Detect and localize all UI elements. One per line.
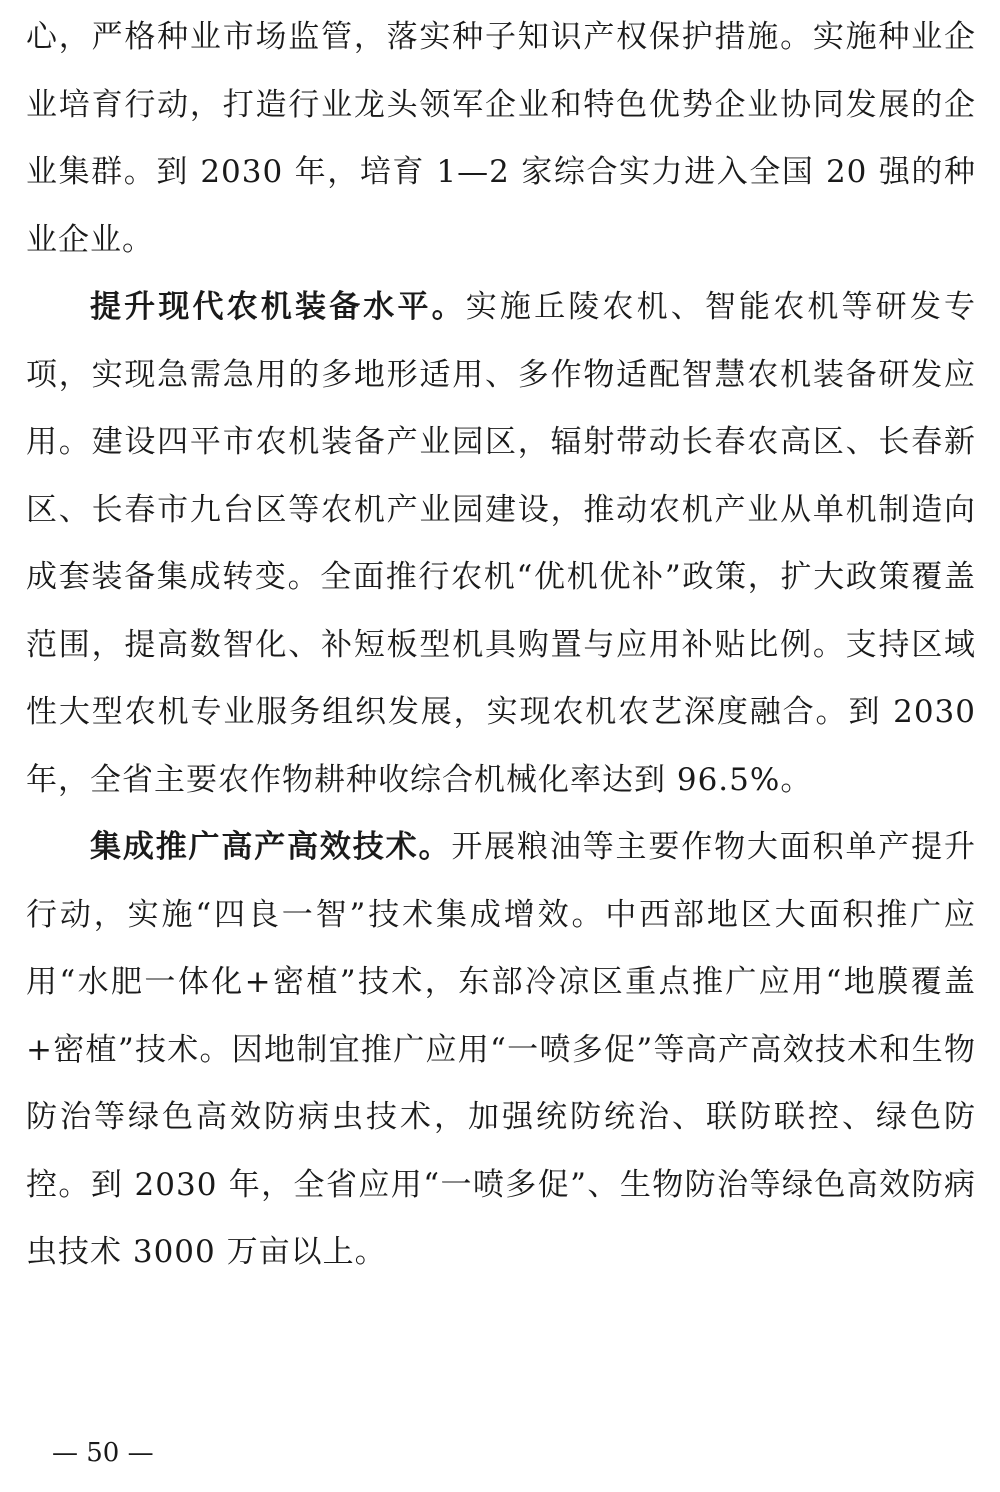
paragraph-seed-industry	[26, 4, 976, 274]
paragraph-text: 实施丘陵农机、智能农机等研发专项，实现急需急用的多地形适用、多作物适配智慧农机装备研发应用。建设四平市农机装备产业园区，辐射带动长春农高区、长春新区、长春市九台区等农机产业园建设，推动农机产业从单机制造向成套装备集成转变。全面推行农机“优机优补”政策，扩大政策覆盖范围，提高数智化、补短板型机具购置与应用补贴比例。支持区域性大型农机专业服务组织发展，实现农机农艺深度融合。到 2030 年，全省主要农作物耕种收综合机械化率达到 96.5%。	[26, 289, 977, 798]
document-body	[26, 4, 976, 1287]
paragraph-high-yield-tech	[26, 814, 976, 1287]
paragraph-heading: 提升现代农机装备水平。	[90, 289, 466, 325]
page-number: — 50 —	[52, 1438, 154, 1468]
paragraph-farm-machinery	[26, 274, 976, 814]
paragraph-text: 心，严格种业市场监管，落实种子知识产权保护措施。实施种业企业培育行动，打造行业龙头领军企业和特色优势企业协同发展的企业集群。到 2030 年，培育 1—2 家综合实力进入全国 20 强的种业企业。	[26, 19, 976, 258]
paragraph-text: 开展粮油等主要作物大面积单产提升行动，实施“四良一智”技术集成增效。中西部地区大面积推广应用“水肥一体化+密植”技术，东部冷凉区重点推广应用“地膜覆盖+密植”技术。因地制宜推广应用“一喷多促”等高产高效技术和生物防治等绿色高效防病虫技术，加强统防统治、联防联控、绿色防控。到 2030 年，全省应用“一喷多促”、生物防治等绿色高效防病虫技术 3000 万亩以上。	[26, 829, 977, 1270]
paragraph-heading: 集成推广高产高效技术。	[90, 829, 452, 865]
